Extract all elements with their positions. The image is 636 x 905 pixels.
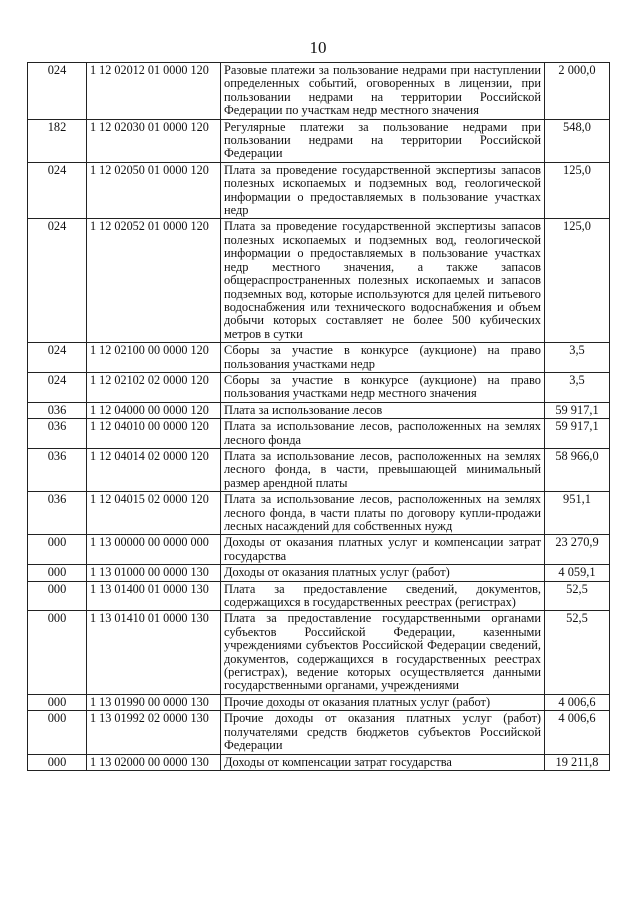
amount-cell: 4 059,1 <box>545 565 610 581</box>
income-name-cell: Разовые платежи за пользование недрами при наступлении определенных событий, оговоренных в лицензии, при пользовании недрами на территории Российской Федерации по участкам недр местного значения <box>221 63 545 120</box>
amount-cell: 59 917,1 <box>545 419 610 449</box>
income-name-cell: Плата за использование лесов, расположенных на землях лесного фонда <box>221 419 545 449</box>
amount-cell: 59 917,1 <box>545 402 610 418</box>
admin-code-cell: 000 <box>28 565 87 581</box>
budget-code-cell: 1 12 02102 02 0000 120 <box>87 372 221 402</box>
admin-code-cell: 182 <box>28 119 87 162</box>
amount-cell: 951,1 <box>545 492 610 535</box>
table-row <box>28 565 610 581</box>
table-row <box>28 711 610 754</box>
budget-code-cell: 1 13 01000 00 0000 130 <box>87 565 221 581</box>
amount-cell: 52,5 <box>545 611 610 694</box>
admin-code-cell: 000 <box>28 754 87 770</box>
table-row <box>28 754 610 770</box>
admin-code-cell: 036 <box>28 419 87 449</box>
table-row <box>28 119 610 162</box>
income-name-cell: Сборы за участие в конкурсе (аукционе) на право пользования участками недр <box>221 343 545 373</box>
budget-code-cell: 1 13 01400 01 0000 130 <box>87 581 221 611</box>
amount-cell: 548,0 <box>545 119 610 162</box>
admin-code-cell: 024 <box>28 63 87 120</box>
table-body <box>28 63 610 771</box>
table-row <box>28 492 610 535</box>
budget-code-cell: 1 12 02050 01 0000 120 <box>87 162 221 219</box>
table-row <box>28 419 610 449</box>
admin-code-cell: 000 <box>28 611 87 694</box>
admin-code-cell: 036 <box>28 448 87 491</box>
amount-cell: 4 006,6 <box>545 694 610 710</box>
amount-cell: 3,5 <box>545 343 610 373</box>
income-name-cell: Плата за проведение государственной экспертизы запасов полезных ископаемых и подземных вод, геологической информации о предоставляемых в пользование участках недр <box>221 162 545 219</box>
amount-cell: 58 966,0 <box>545 448 610 491</box>
amount-cell: 3,5 <box>545 372 610 402</box>
income-name-cell: Плата за проведение государственной экспертизы запасов полезных ископаемых и подземных вод, геологической информации о предоставляемых в пользование участках недр местного значения, а также запасов общераспространенных полезных ископаемых и запасов подземных вод, которые используются для целей питьевого водоснабжения или технического водоснабжения и объем добычи которых составляет не более 500 кубических метров в сутки <box>221 219 545 343</box>
table-row <box>28 694 610 710</box>
budget-code-cell: 1 12 04010 00 0000 120 <box>87 419 221 449</box>
admin-code-cell: 036 <box>28 402 87 418</box>
income-name-cell: Прочие доходы от оказания платных услуг (работ) <box>221 694 545 710</box>
amount-cell: 52,5 <box>545 581 610 611</box>
admin-code-cell: 024 <box>28 219 87 343</box>
admin-code-cell: 024 <box>28 162 87 219</box>
amount-cell: 2 000,0 <box>545 63 610 120</box>
table-row <box>28 581 610 611</box>
budget-revenue-table <box>27 62 610 771</box>
table-row <box>28 448 610 491</box>
amount-cell: 125,0 <box>545 162 610 219</box>
income-name-cell: Доходы от оказания платных услуг и компенсации затрат государства <box>221 535 545 565</box>
budget-code-cell: 1 12 04015 02 0000 120 <box>87 492 221 535</box>
admin-code-cell: 000 <box>28 694 87 710</box>
income-name-cell: Плата за использование лесов, расположенных на землях лесного фонда, в части, превышающей минимальный размер арендной платы <box>221 448 545 491</box>
income-name-cell: Прочие доходы от оказания платных услуг (работ) получателями средств бюджетов субъектов Российской Федерации <box>221 711 545 754</box>
budget-code-cell: 1 13 01410 01 0000 130 <box>87 611 221 694</box>
budget-code-cell: 1 12 04014 02 0000 120 <box>87 448 221 491</box>
page-number: 10 <box>309 38 327 57</box>
income-name-cell: Плата за использование лесов <box>221 402 545 418</box>
budget-code-cell: 1 13 01990 00 0000 130 <box>87 694 221 710</box>
income-name-cell: Сборы за участие в конкурсе (аукционе) на право пользования участками недр местного значения <box>221 372 545 402</box>
admin-code-cell: 036 <box>28 492 87 535</box>
amount-cell: 23 270,9 <box>545 535 610 565</box>
budget-code-cell: 1 12 02012 01 0000 120 <box>87 63 221 120</box>
admin-code-cell: 000 <box>28 711 87 754</box>
table-row <box>28 372 610 402</box>
admin-code-cell: 000 <box>28 535 87 565</box>
budget-code-cell: 1 12 02052 01 0000 120 <box>87 219 221 343</box>
income-name-cell: Плата за использование лесов, расположенных на землях лесного фонда, в части платы по договору купли-продажи лесных насаждений для собственных нужд <box>221 492 545 535</box>
table-row <box>28 162 610 219</box>
income-name-cell: Плата за предоставление сведений, документов, содержащихся в государственных реестрах (регистрах) <box>221 581 545 611</box>
admin-code-cell: 000 <box>28 581 87 611</box>
table-row <box>28 343 610 373</box>
amount-cell: 4 006,6 <box>545 711 610 754</box>
income-name-cell: Доходы от компенсации затрат государства <box>221 754 545 770</box>
admin-code-cell: 024 <box>28 343 87 373</box>
budget-code-cell: 1 12 04000 00 0000 120 <box>87 402 221 418</box>
table-row <box>28 63 610 120</box>
income-name-cell: Регулярные платежи за пользование недрами при пользовании недрами на территории Российской Федерации <box>221 119 545 162</box>
budget-code-cell: 1 13 00000 00 0000 000 <box>87 535 221 565</box>
amount-cell: 125,0 <box>545 219 610 343</box>
income-name-cell: Плата за предоставление государственными органами субъектов Российской Федерации, казенными учреждениями субъектов Российской Федерации сведений, документов, содержащихся в государственных реестрах (регистрах), ведение которых осуществляется данными государственными органами, учреждениями <box>221 611 545 694</box>
table-row <box>28 611 610 694</box>
amount-cell: 19 211,8 <box>545 754 610 770</box>
table-row <box>28 219 610 343</box>
income-name-cell: Доходы от оказания платных услуг (работ) <box>221 565 545 581</box>
budget-code-cell: 1 12 02030 01 0000 120 <box>87 119 221 162</box>
table-row <box>28 402 610 418</box>
budget-code-cell: 1 13 01992 02 0000 130 <box>87 711 221 754</box>
admin-code-cell: 024 <box>28 372 87 402</box>
table-row <box>28 535 610 565</box>
budget-code-cell: 1 13 02000 00 0000 130 <box>87 754 221 770</box>
budget-code-cell: 1 12 02100 00 0000 120 <box>87 343 221 373</box>
